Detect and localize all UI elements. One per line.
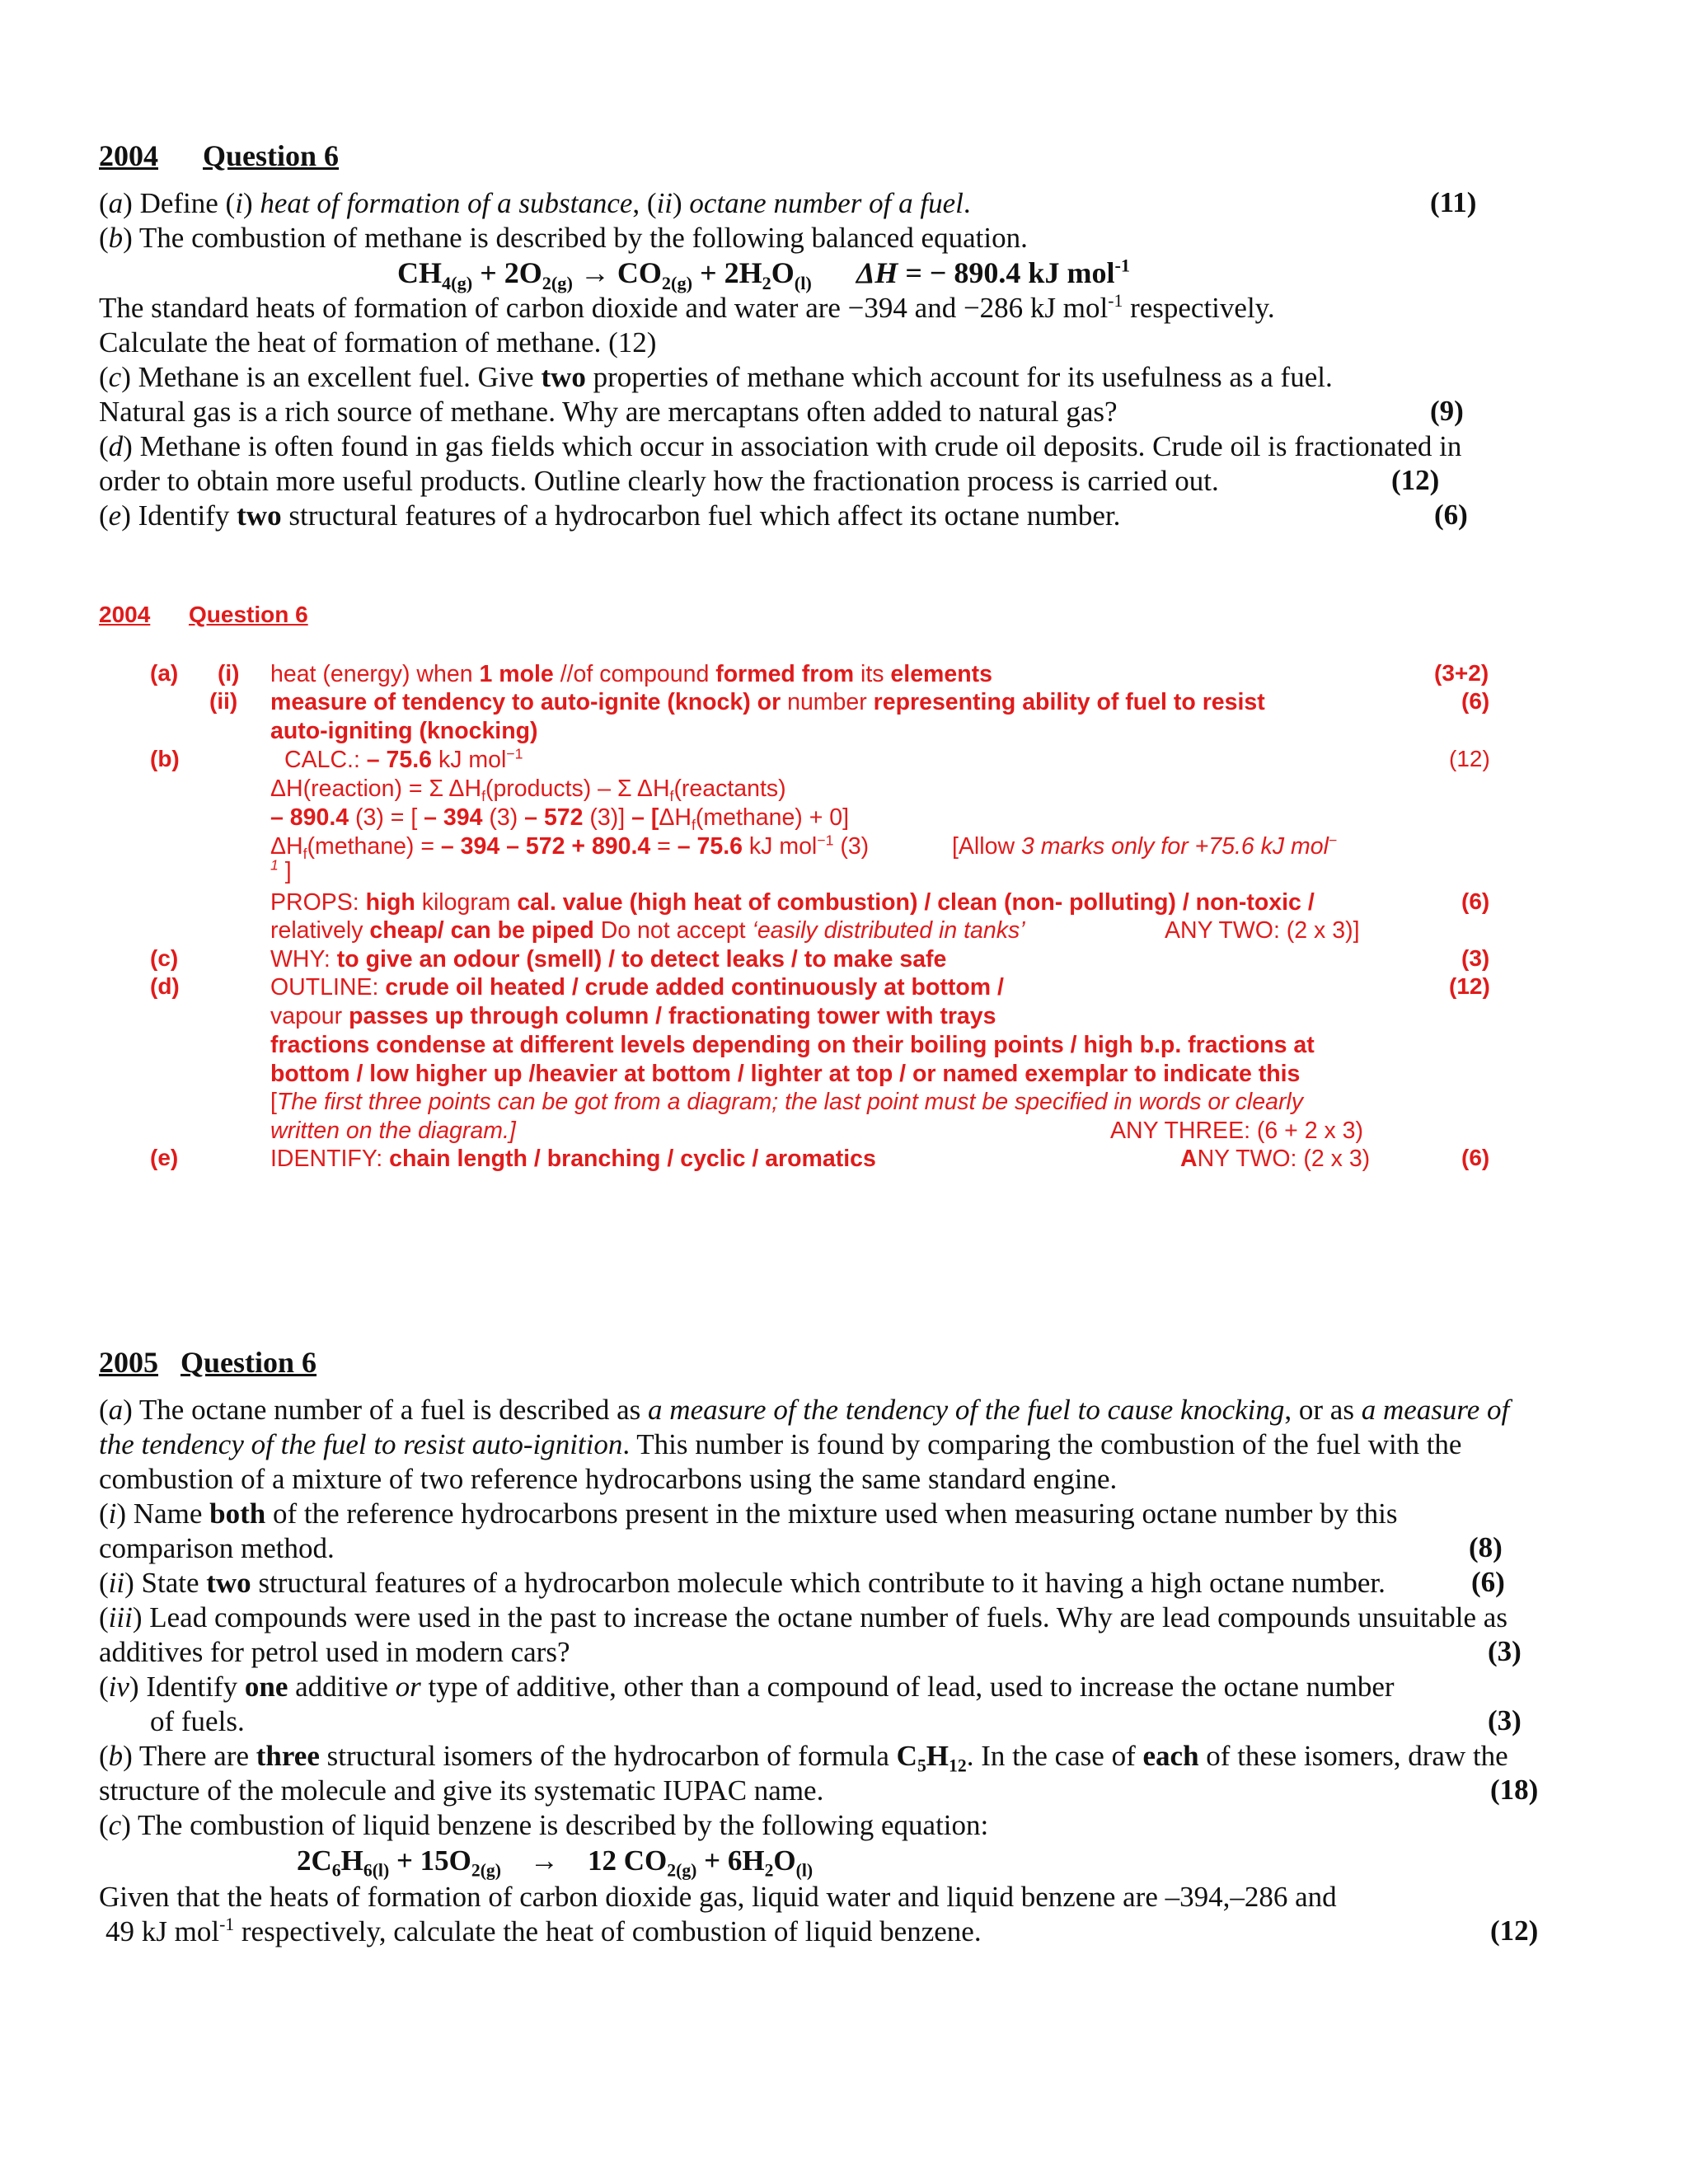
q2005-b-line1: (b) There are three structural isomers of the hydrocarbon of formula $C_5H_{12}$. In the case of each of these isomers, draw the — [99, 1740, 1508, 1776]
ms-ai-3: //of compound — [553, 661, 716, 687]
ms2004-ii-label: (ii) — [209, 688, 238, 714]
ms-p2-c: Do not accept — [593, 917, 753, 944]
q2005-iii-line1: (iii) Lead compounds were used in the past to increase the octane number of fuels. Why are lead compounds unsuitable as — [99, 1601, 1507, 1633]
q2005-eq-4: 12 CO — [588, 1844, 668, 1877]
ms-d5-a: [ — [270, 1089, 277, 1115]
eq-ch: CH — [397, 256, 442, 289]
q2004-e-text2: structural features of a hydrocarbon fuel which affect its octane number. — [281, 499, 1121, 532]
eq-dh: ΔH — [856, 256, 898, 289]
ms-e-b: chain length / branching / cyclic / aromatics — [389, 1146, 876, 1172]
ms2004-i-label: (i) — [218, 660, 240, 686]
q2005-b-a: There are — [132, 1740, 256, 1772]
eq-sub4: 2 — [762, 272, 771, 293]
ms2004-heading — [99, 602, 308, 628]
q2005-b-b: three — [256, 1740, 320, 1772]
ms-b-line1 — [284, 746, 523, 775]
ms-b-line2 — [270, 775, 786, 804]
ms-ai-mark: (3+2) — [1434, 660, 1489, 686]
ms2004-e-label: (e) — [150, 1145, 179, 1170]
ms-p1-b: high — [365, 889, 415, 916]
ms-ai-4: formed from — [715, 661, 855, 687]
q2004-part-d: (d) Methane is often found in gas fields which occur in association with crude oil deposits. Crude oil is fractionated in — [99, 430, 1462, 462]
ms-b4-c: – 394 – 572 + 890.4 — [440, 833, 651, 860]
q2004-b-line2 — [99, 291, 1591, 326]
ms-b5: ] — [278, 858, 292, 884]
ms-d2-a: vapour — [270, 1003, 349, 1029]
q2005-a-line3: combustion of a mixture of two reference hydrocarbons using the same standard engine. — [99, 1463, 1118, 1495]
q2005-a1-a: The octane number of a fuel is described as — [132, 1394, 649, 1426]
q2005-c-letter: c — [108, 1809, 122, 1841]
q2004-a-term1: heat of formation of a substance — [260, 187, 633, 219]
q2005-ii-line: (ii) State two structural features of a hydrocarbon molecule which contribute to it having a high octane number. — [99, 1567, 1386, 1599]
q2005-c-mark: (12) — [1490, 1915, 1539, 1947]
ms-d-mark: (12) — [1449, 973, 1490, 999]
ms-b2-f1: f — [481, 788, 485, 805]
q2004-a-letter: a — [108, 187, 124, 219]
q2005-b-c: structural isomers of the hydrocarbon of formula — [319, 1740, 897, 1772]
ms-d4: bottom / low higher up /heavier at bottom / lighter at top / or named exemplar to indicate this — [270, 1061, 1301, 1087]
q2004-heading — [99, 138, 339, 173]
q2005-eq-1s: 6 — [331, 1860, 341, 1881]
ms-d6: written on the diagram.] — [270, 1118, 516, 1144]
ms-e-any1: A — [1180, 1146, 1198, 1172]
q2004-part-a: (a) Define (i) heat of formation of a substance, (ii) octane number of a fuel. — [99, 187, 971, 219]
ms-b3-c: – 394 — [417, 804, 483, 831]
ms-props-line1 — [270, 888, 1315, 917]
ms-b-line5 — [270, 857, 292, 886]
q2004-b-line2sup: -1 — [1108, 290, 1123, 311]
ms-b2c: (reactants) — [673, 776, 786, 802]
q2005-b-f2: H — [926, 1740, 950, 1772]
ms-d-line4 — [270, 1060, 1300, 1089]
ms-ai-line — [270, 660, 992, 689]
q2005-b-f2s: 12 — [949, 1755, 967, 1776]
q2005-iii-line2: additives for petrol used in modern cars? — [99, 1636, 570, 1668]
q2005-iv-c: additive — [288, 1671, 396, 1703]
ms-b4-af: f — [302, 846, 307, 863]
q2005-iv-label: iv — [108, 1671, 129, 1703]
q2004-b-line2a: The standard heats of formation of carbon dioxide and water are −394 and −286 kJ mol — [99, 292, 1109, 324]
eq-sup: -1 — [1114, 255, 1131, 276]
q2005-eq-6s: (l) — [795, 1860, 814, 1881]
ms-b3-e: – 572 — [524, 804, 584, 831]
q2005-b-f1s: 5 — [917, 1755, 926, 1776]
ms-c-mark: (3) — [1461, 945, 1490, 971]
eq-val: = − 890.4 kJ mol — [898, 256, 1115, 289]
q2004-c-text1: Methane is an excellent fuel. Give — [130, 361, 542, 393]
ms-e-line — [270, 1145, 876, 1174]
ms2004-a-label: (a) — [150, 660, 179, 686]
q2005-iii-mark: (3) — [1488, 1635, 1522, 1667]
q2004-d-mark: (12) — [1391, 464, 1440, 496]
q2004-d-text: Methane is often found in gas fields which occur in association with crude oil deposits. Crude oil is fractionated in — [132, 430, 1462, 462]
q2005-ii-b: two — [206, 1567, 251, 1599]
ms-aii-4: auto-igniting (knocking) — [270, 718, 538, 744]
q2004-b-line2b: respectively. — [1123, 292, 1275, 324]
q2005-i-a: ) Name — [116, 1497, 210, 1530]
q2005-ii-a: ) State — [124, 1567, 207, 1599]
ms-b4-a: ΔH — [270, 833, 303, 860]
q2005-ii-mark: (6) — [1471, 1566, 1505, 1598]
ms-b3-d: (3) — [482, 804, 525, 831]
q2005-c3-a: 49 kJ mol — [106, 1915, 220, 1947]
q2005-eq-6: O — [773, 1844, 796, 1877]
q2005-c-line2: Given that the heats of formation of carbon dioxide gas, liquid water and liquid benzene are –394,–286 and — [99, 1881, 1337, 1913]
ms-b-line4 — [270, 832, 869, 861]
ms-d-line1 — [270, 973, 1004, 1002]
q2005-b-letter: b — [108, 1740, 124, 1772]
ms2004-c-label: (c) — [150, 945, 179, 971]
ms-e-any2: NY TWO: (2 x 3) — [1197, 1146, 1371, 1172]
q2005-a2-a: the tendency of the fuel to resist auto-ignition — [99, 1428, 623, 1460]
ms-b3-i: (methane) + 0] — [695, 804, 850, 831]
ms2004-year: 2004 — [99, 602, 151, 627]
ms-b3-a: – 890.4 — [270, 804, 349, 831]
ms-b4-b: (methane) = — [307, 833, 441, 860]
ms-props-any: ANY TWO: (2 x 3)] — [1165, 917, 1360, 944]
ms-c-a: WHY: — [270, 946, 337, 972]
q2004-d-line2: order to obtain more useful products. Outline clearly how the fractionation process is carried out. — [99, 465, 1219, 497]
q2004-a-mark: (11) — [1430, 186, 1477, 218]
ms-p2-d: ‘easily distributed in tanks’ — [752, 917, 1025, 944]
q2005-a-line1: (a) The octane number of a fuel is described as a measure of the tendency of the fuel to cause knocking, or as a measure of — [99, 1394, 1510, 1426]
q2005-c-line1: (c) The combustion of liquid benzene is described by the following equation: — [99, 1809, 989, 1841]
q2005-ii-c: structural features of a hydrocarbon molecule which contribute to it having a high octane number. — [251, 1567, 1386, 1599]
ms-b1-a: CALC.: — [284, 747, 367, 773]
ms-d-line5 — [270, 1088, 1303, 1117]
q2005-i-mark: (8) — [1469, 1531, 1503, 1563]
q2004-c-line2: Natural gas is a rich source of methane. Why are mercaptans often added to natural gas? — [99, 396, 1118, 428]
q2004-part-e: (e) Identify two structural features of a hydrocarbon fuel which affect its octane number. — [99, 499, 1121, 532]
q2004-e-text1: Identify — [130, 499, 237, 532]
q2005-ii-label: ii — [108, 1567, 125, 1599]
ms-b2b: (products) – Σ ΔH — [485, 776, 670, 802]
q2004-a-text5: . — [963, 187, 971, 219]
q2005-iv-d: or — [395, 1671, 421, 1703]
q2005-a-letter: a — [108, 1394, 124, 1426]
eq-sub1: 4(g) — [442, 272, 473, 293]
ms-e-mark: (6) — [1461, 1145, 1490, 1170]
q2005-a2-b: . This number is found by comparing the combustion of the fuel with the — [622, 1428, 1462, 1460]
ms-ai-6: elements — [890, 661, 992, 687]
q2005-b-g: of these isomers, draw the — [1198, 1740, 1508, 1772]
ms-b2-f2: f — [669, 788, 674, 805]
q2004-e-bold: two — [237, 499, 282, 532]
q2005-iii-a: ) Lead compounds were used in the past to increase the octane number of fuels. Why are lead compounds unsuitable as — [132, 1601, 1507, 1633]
q2005-a-line2 — [99, 1427, 1591, 1462]
ms-b-mark: (12) — [1449, 746, 1490, 771]
ms-e-a: IDENTIFY: — [270, 1146, 390, 1172]
ms-aii-1: measure of tendency to auto-ignite (knock) or — [270, 689, 788, 715]
ms-d3: fractions condense at different levels depending on their boiling points / high b.p. fractions at — [270, 1032, 1315, 1058]
ms-d1-b: crude oil heated / crude added continuously at bottom / — [385, 974, 1004, 1001]
q2005-c3-sup: -1 — [219, 1914, 235, 1934]
q2005-eq-3: + 15O — [389, 1844, 471, 1877]
q2005-iv-line2: of fuels. — [150, 1705, 245, 1737]
ms-b-line3 — [270, 804, 849, 832]
eq-arrow: → CO — [572, 256, 662, 289]
q2005-eq-1: 2C — [297, 1844, 332, 1877]
ms-b2: ΔH(reaction) = Σ ΔH — [270, 776, 482, 802]
q2005-iv-line1: (iv) Identify one additive or type of additive, other than a compound of lead, used to increase the octane number — [99, 1671, 1395, 1703]
q2005-iv-e: type of additive, other than a compound of lead, used to increase the octane number — [420, 1671, 1395, 1703]
ms-aii-2: number — [787, 689, 874, 715]
ms-d2-b: passes up through column / fractionating tower with trays — [349, 1003, 996, 1029]
q2005-eq-arrow: → — [530, 1844, 559, 1877]
ms-p1-d: cal. value (high heat of combustion) / clean (non- polluting) / non-toxic / — [517, 889, 1315, 916]
ms-b3-hf: f — [691, 817, 696, 834]
q2005-iv-mark: (3) — [1488, 1704, 1522, 1736]
q2005-c-text: The combustion of liquid benzene is described by the following equation: — [130, 1809, 989, 1841]
ms-b3-f: (3)] — [583, 804, 632, 831]
q2004-year: 2004 — [99, 139, 158, 172]
ms-d-line3 — [270, 1031, 1315, 1060]
q2004-d-letter: d — [108, 430, 124, 462]
ms2004-d-label: (d) — [150, 973, 180, 999]
q2004-c-text2: properties of methane which account for its usefulness as a fuel. — [585, 361, 1333, 393]
ms-ai-1: heat (energy) when — [270, 661, 480, 687]
q2005-a1-c: , or as — [1284, 1394, 1362, 1426]
q2005-eq-2s: 6(l) — [363, 1860, 390, 1881]
ms-props-mark: (6) — [1461, 888, 1490, 914]
ms-b3-h: ΔH — [659, 804, 692, 831]
ms-b-allow — [952, 832, 1337, 861]
q2004-b-line3: Calculate the heat of formation of methane. (12) — [99, 326, 657, 359]
ms-b3-g: – [ — [631, 804, 659, 831]
ms-b4-allow2: 3 marks only for +75.6 kJ mol — [1020, 833, 1329, 860]
q2005-heading — [99, 1345, 316, 1380]
q2005-a1-b: a measure of the tendency of the fuel to cause knocking — [648, 1394, 1285, 1426]
q2005-i-b: both — [209, 1497, 266, 1530]
ms-d-line6 — [270, 1117, 516, 1146]
q2004-e-letter: e — [108, 499, 122, 532]
q2005-b-line2: structure of the molecule and give its systematic IUPAC name. — [99, 1774, 824, 1807]
eq-plus1: + 2O — [472, 256, 542, 289]
ms-b4-g: (3) — [833, 833, 870, 860]
ms-aii-3: representing ability of fuel to resist — [873, 689, 1265, 715]
ms-b1-c: kJ mol — [432, 747, 507, 773]
q2004-equation — [397, 255, 1131, 293]
q2004-title: Question 6 — [203, 139, 340, 172]
q2004-c-bold: two — [541, 361, 586, 393]
ms-d5-b: The first three points can be got from a diagram; the last point must be specified in words or clearly — [276, 1089, 1304, 1115]
q2004-e-mark: (6) — [1434, 499, 1468, 531]
q2005-iv-a: ) Identify — [129, 1671, 245, 1703]
ms-b4-sup: −1 — [817, 832, 834, 849]
q2004-a-text2: ) — [242, 187, 260, 219]
ms-d-line2 — [270, 1002, 996, 1031]
q2004-a-i: i — [235, 187, 243, 219]
q2004-a-text1: Define ( — [132, 187, 236, 219]
ms2004-title: Question 6 — [188, 602, 308, 627]
eq-sub5: (l) — [794, 272, 812, 293]
q2005-a1-d: a measure of — [1361, 1394, 1510, 1426]
q2005-title: Question 6 — [181, 1346, 317, 1379]
ms-d1-a: OUTLINE: — [270, 974, 386, 1001]
q2005-i-c: of the reference hydrocarbons present in the mixture used when measuring octane number by this — [265, 1497, 1398, 1530]
ms-b4-allow1: [Allow — [952, 833, 1021, 860]
q2004-part-c: (c) Methane is an excellent fuel. Give two properties of methane which account for its usefulness as a fuel. — [99, 361, 1333, 393]
ms-p1-c: kilogram — [415, 889, 518, 916]
eq-plus2: + 2H — [692, 256, 762, 289]
ms-aii-line1 — [270, 688, 1265, 717]
ms-p2-a: relatively — [270, 917, 370, 944]
ms-aii-line2 — [270, 717, 538, 746]
ms2004-b-label: (b) — [150, 746, 180, 771]
q2004-c-mark: (9) — [1430, 395, 1464, 427]
ms-e-any — [1180, 1145, 1370, 1174]
q2005-year: 2005 — [99, 1346, 158, 1379]
ms-props-line2 — [270, 916, 1025, 945]
ms-ai-2: 1 mole — [479, 661, 554, 687]
ms-c-b: to give an odour (smell) / to detect leaks / to make safe — [336, 946, 947, 972]
ms-p1-a: PROPS: — [270, 889, 366, 916]
ms-b4-allowsup: − — [1328, 832, 1338, 849]
q2005-c-line3 — [106, 1915, 1597, 1949]
ms-aii-mark: (6) — [1461, 688, 1490, 714]
q2005-eq-3s: 2(g) — [471, 1860, 501, 1881]
eq-sub2: 2(g) — [542, 272, 573, 293]
q2005-b-e: each — [1142, 1740, 1199, 1772]
ms-b5-sup: 1 — [270, 856, 279, 874]
q2005-eq-5s: 2 — [764, 1860, 774, 1881]
q2005-i-line1: (i) Name both of the reference hydrocarbons present in the mixture used when measuring octane number by this — [99, 1497, 1398, 1530]
q2005-eq-2: H — [340, 1844, 363, 1877]
q2004-a-term2: octane number of a fuel — [689, 187, 964, 219]
ms-b3-b: (3) = [ — [349, 804, 418, 831]
q2005-b-d: . In the case of — [966, 1740, 1143, 1772]
ms-b1-sup: −1 — [506, 745, 523, 762]
ms-b1-b: – 75.6 — [366, 747, 433, 773]
ms-b4-d: = — [650, 833, 678, 860]
q2004-b-text: The combustion of methane is described by the following balanced equation. — [132, 222, 1028, 254]
ms-ai-5: its — [854, 661, 891, 687]
q2005-equation — [297, 1844, 814, 1881]
q2005-i-label: i — [108, 1497, 117, 1530]
q2004-a-text4: ) — [673, 187, 690, 219]
ms-c-line — [270, 945, 946, 974]
q2004-b-letter: b — [108, 222, 124, 254]
q2005-eq-5: + 6H — [696, 1844, 765, 1877]
eq-o: O — [771, 256, 795, 289]
q2005-iii-label: iii — [108, 1601, 133, 1633]
q2005-b-mark: (18) — [1490, 1774, 1539, 1806]
ms-p2-b: cheap/ can be piped — [369, 917, 594, 944]
q2004-c-letter: c — [108, 361, 122, 393]
eq-sub3: 2(g) — [661, 272, 693, 293]
ms-b4-f: kJ mol — [743, 833, 818, 860]
q2004-a-ii: ii — [656, 187, 673, 219]
q2005-i-line2: comparison method. — [99, 1532, 335, 1564]
q2005-c3-b: respectively, calculate the heat of combustion of liquid benzene. — [234, 1915, 982, 1947]
q2004-a-text3: , ( — [632, 187, 657, 219]
q2004-part-b: (b) The combustion of methane is described by the following balanced equation. — [99, 222, 1028, 254]
q2005-iv-b: one — [244, 1671, 288, 1703]
q2005-b-f1: C — [896, 1740, 917, 1772]
q2005-eq-4s: 2(g) — [667, 1860, 697, 1881]
ms-b4-e: – 75.6 — [677, 833, 743, 860]
ms-d-any: ANY THREE: (6 + 2 x 3) — [1110, 1118, 1364, 1144]
